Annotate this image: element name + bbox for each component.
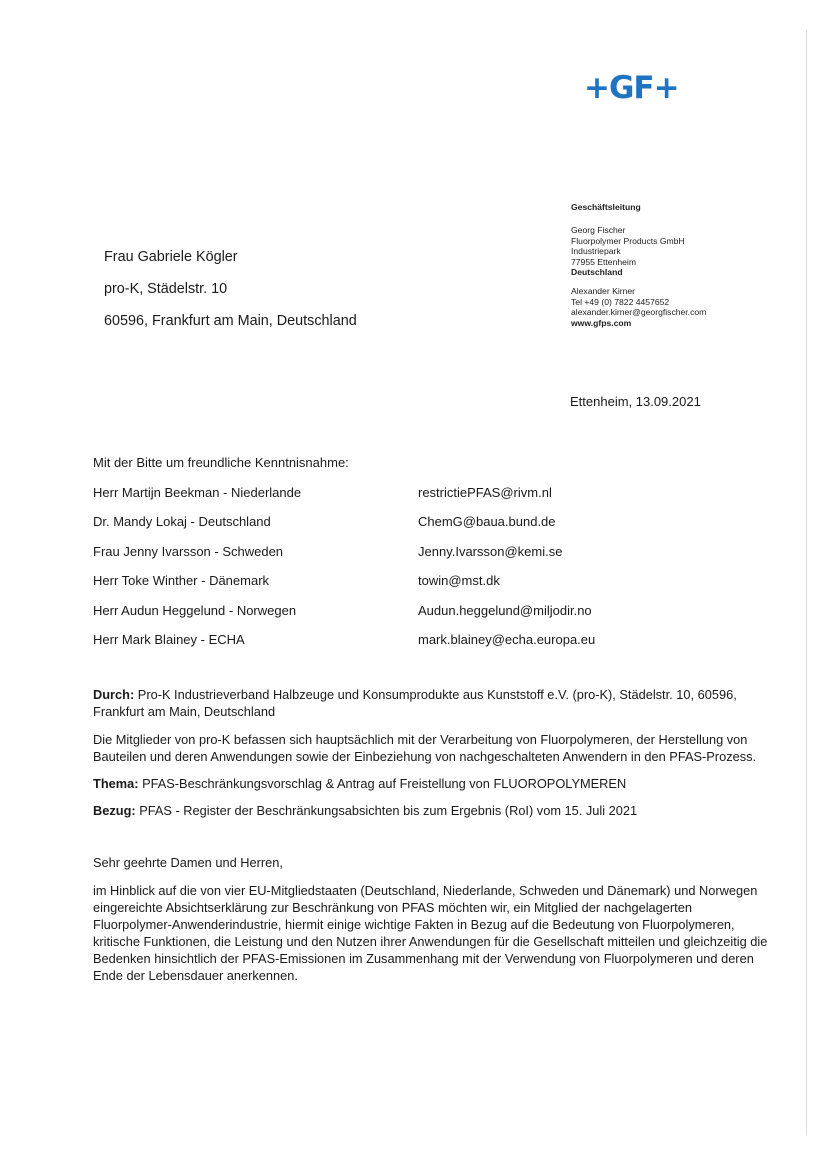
cc-row: [93, 603, 713, 632]
bezug-label: Bezug:: [93, 803, 136, 818]
bezug-text: PFAS - Register der Beschränkungsabsichten bis zum Ergebnis (RoI) vom 15. Juli 2021: [135, 803, 638, 818]
sender-company-line: Georg Fischer: [571, 225, 626, 236]
cc-email-link[interactable]: mark.blainey@echa.europa.eu: [418, 631, 596, 647]
sender-heading: Geschäftsleitung: [571, 202, 641, 212]
letter-date: Ettenheim, 13.09.2021: [570, 394, 701, 409]
durch-label: Durch:: [93, 687, 135, 702]
sender-email-link[interactable]: alexander.kirner@georgfischer.com: [571, 307, 707, 318]
cc-email-link[interactable]: towin@mst.dk: [418, 573, 500, 589]
cc-list: [93, 485, 713, 661]
page-edge-line: [806, 30, 807, 1135]
cc-name: Herr Toke Winther - Dänemark: [93, 573, 270, 589]
cc-email-link[interactable]: ChemG@baua.bund.de: [418, 514, 556, 530]
members-paragraph: Die Mitglieder von pro-K befassen sich hauptsächlich mit der Verarbeitung von Fluorpolymeren, der Herstellung von Bauteilen und deren Anwendungen sowie der Einbeziehung von nachgeschalteten Anwendern in den PFAS-Prozess.: [93, 732, 757, 764]
recipient-city: 60596, Frankfurt am Main, Deutschland: [104, 313, 357, 329]
durch-text: Pro-K Industrieverband Halbzeuge und Konsumprodukte aus Kunststoff e.V. (pro-K), Städelstr. 10, 60596, Frankfurt am Main, Deutschland: [93, 687, 737, 719]
cc-name: Frau Jenny Ivarsson - Schweden: [93, 543, 284, 559]
cc-row: [93, 485, 713, 514]
bezug-paragraph: [93, 802, 773, 819]
sender-company-line: 77955 Ettenheim: [571, 256, 636, 267]
main-paragraph: im Hinblick auf die von vier EU-Mitgliedstaaten (Deutschland, Niederlande, Schweden und Dänemark) und Norwegen eingereichte Absichtserklärung zur Beschränkung von PFAS möchten wir, ein Mitglied der nachgelagerten Fluorpolymer-Anwenderindustrie, hiermit einige wichtige Fakten in Bezug auf die Bedeutung von Fluorpolymeren, kritische Funktionen, die Leistung und den Nutzen ihrer Anwendungen für die Gesellschaft mitteilen und gleichzeitig die Bedenken hinsichtlich der PFAS-Emissionen im Zusammenhang mit der Verwendung von Fluorpolymeren und deren Ende der Lebensdauer anerkennen.: [93, 883, 768, 983]
thema-text: PFAS-Beschränkungsvorschlag & Antrag auf Freistellung von FLUOROPOLYMEREN: [138, 776, 627, 791]
salutation: Sehr geehrte Damen und Herren,: [93, 855, 283, 870]
cc-name: Herr Martijn Beekman - Niederlande: [93, 485, 302, 500]
cc-name: Herr Audun Heggelund - Norwegen: [93, 602, 297, 618]
thema-label: Thema:: [93, 776, 139, 791]
cc-row: [93, 544, 713, 573]
letter-body: [93, 686, 773, 984]
cc-row: [93, 632, 713, 661]
cc-email-link[interactable]: Jenny.Ivarsson@kemi.se: [418, 543, 563, 559]
cc-name: Herr Mark Blainey - ECHA: [93, 631, 245, 647]
cc-email-link[interactable]: Audun.heggelund@miljodir.no: [418, 602, 592, 618]
recipient-name: Frau Gabriele Kögler: [104, 249, 238, 265]
sender-block: [571, 202, 706, 328]
sender-contact-name: Alexander Kirner: [571, 286, 636, 297]
gf-logo: +GF+: [584, 70, 679, 106]
cc-row: [93, 514, 713, 543]
sender-company-line: Industriepark: [571, 246, 621, 257]
sender-company-line: Fluorpolymer Products GmbH: [571, 235, 685, 246]
durch-paragraph: [93, 686, 773, 720]
sender-phone: Tel +49 (0) 7822 4457652: [571, 296, 670, 307]
recipient-address: [104, 249, 357, 345]
sender-website-link[interactable]: www.gfps.com: [571, 317, 632, 328]
thema-paragraph: [93, 775, 773, 792]
sender-country: Deutschland: [571, 267, 623, 278]
cc-row: [93, 573, 713, 602]
cc-name: Dr. Mandy Lokaj - Deutschland: [93, 514, 271, 530]
cc-intro: Mit der Bitte um freundliche Kenntnisnahme:: [93, 455, 349, 470]
cc-email-link[interactable]: restrictiePFAS@rivm.nl: [418, 485, 552, 500]
recipient-street: pro-K, Städelstr. 10: [104, 281, 228, 297]
